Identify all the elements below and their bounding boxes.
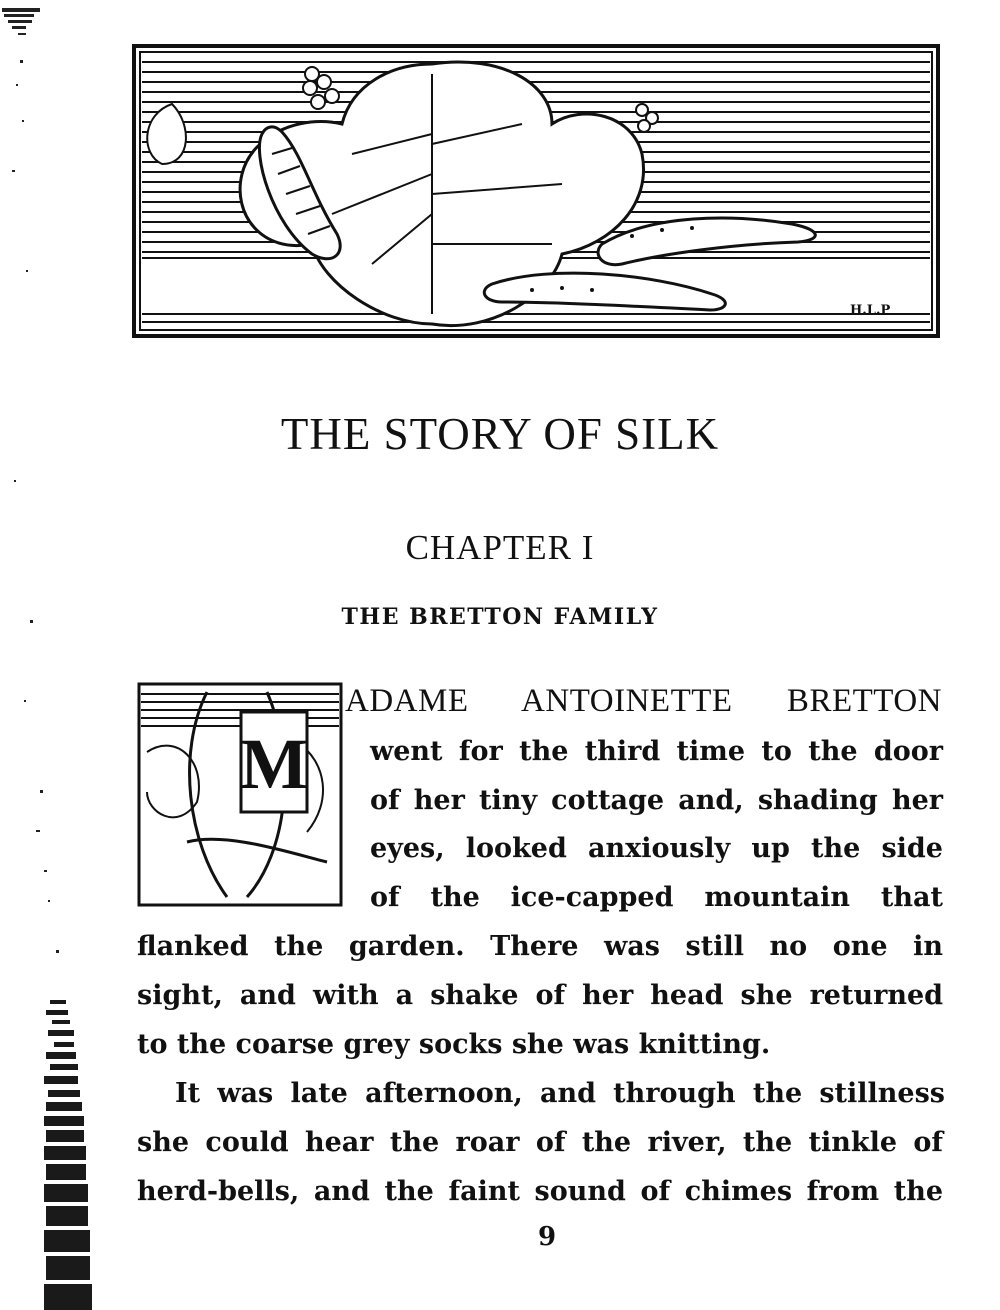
dropcap-letter: M [240, 724, 308, 804]
dropcap-initial [137, 682, 343, 907]
chapter-number: CHAPTER I [405, 528, 595, 567]
body-line-3: of her tiny cottage and, shading her [370, 785, 943, 816]
scan-speckle-decoration [0, 0, 110, 1310]
body-line-6: flanked the garden. There was still no one in [137, 931, 943, 962]
chapter-title: THE BRETTON FAMILY [341, 604, 659, 630]
body-line-2: went for the third time to the door [370, 736, 943, 767]
book-title: THE STORY OF SILK [280, 409, 720, 459]
body-line-4: eyes, looked anxiously up the side [370, 833, 943, 864]
body-line-5: of the ice-capped mountain that [370, 882, 943, 913]
headpiece-signature: H.L.P [850, 303, 891, 318]
body-line-7: sight, and with a shake of her head she returned [137, 980, 943, 1011]
body-line-8: to the coarse grey socks she was knitting. [137, 1029, 771, 1060]
body-line-9: It was late afternoon, and through the stillness [175, 1078, 945, 1109]
headpiece-illustration [132, 44, 940, 338]
body-line-1: ADAME ANTOINETTE BRETTON [345, 683, 942, 719]
body-line-11: herd-bells, and the faint sound of chimes from the [137, 1176, 943, 1207]
body-line-10: she could hear the roar of the river, the tinkle of [137, 1127, 943, 1158]
page-number: 9 [537, 1222, 557, 1252]
